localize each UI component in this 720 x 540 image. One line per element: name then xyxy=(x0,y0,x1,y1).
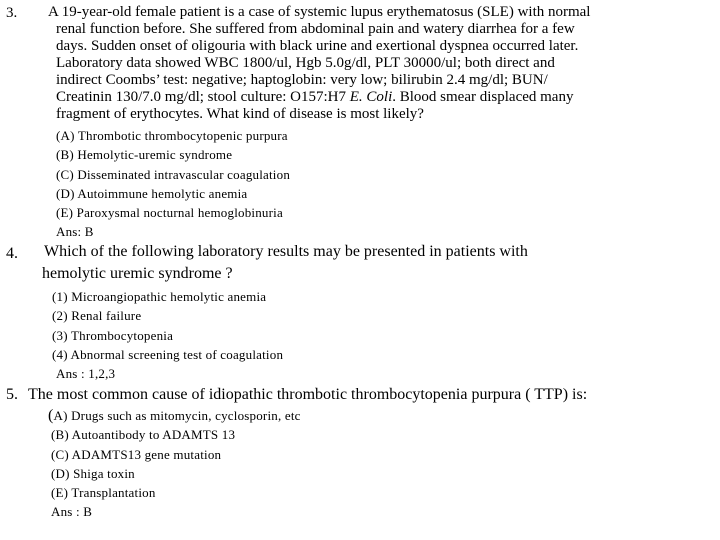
question-3-line-6-end: . Blood smear displaced many xyxy=(392,89,574,105)
question-3-line-3: days. Sudden onset of oligouria with black urine and exertional dyspnea occurred later. xyxy=(56,38,579,54)
question-4-option-3: (3) Thrombocytopenia xyxy=(52,327,174,343)
question-5-answer: Ans : B xyxy=(51,504,93,520)
question-4-stem xyxy=(44,241,528,285)
question-3-line-1: A 19-year-old female patient is a case of systemic lupus erythematosus (SLE) with normal xyxy=(48,4,591,20)
question-4-options xyxy=(52,287,283,383)
question-3-option-e: (E) Paroxysmal nocturnal hemoglobinuria xyxy=(56,205,283,221)
question-3-line-6-start: Creatinin 130/7.0 mg/dl; stool culture: O157:H7 xyxy=(56,89,350,105)
question-3-line-7: fragment of erythocytes. What kind of disease is most likely? xyxy=(56,106,424,122)
question-3-number: 3. xyxy=(6,5,18,21)
question-3-stem xyxy=(48,4,590,123)
question-3-line-5: indirect Coombs’ test: negative; haptoglobin: very low; bilirubin 2.4 mg/dl; BUN/ xyxy=(56,72,548,88)
question-3-line-6 xyxy=(48,89,590,106)
question-5-option-e: (E) Transplantation xyxy=(51,485,156,501)
question-5-options xyxy=(48,406,301,522)
question-3-option-b: (B) Hemolytic-uremic syndrome xyxy=(56,147,233,163)
question-3-option-c: (C) Disseminated intravascular coagulation xyxy=(56,166,291,182)
question-5-option-a xyxy=(48,406,301,425)
question-4-line-1: Which of the following laboratory results may be presented in patients with xyxy=(44,243,528,260)
question-4-option-2: (2) Renal failure xyxy=(52,308,142,324)
question-3-line-4: Laboratory data showed WBC 1800/ul, Hgb 5.0g/dl, PLT 30000/ul; both direct and xyxy=(56,55,555,71)
question-5-stem: The most common cause of idiopathic thrombotic thrombocytopenia purpura ( TTP) is: xyxy=(28,386,588,403)
question-5-option-a-text: A) Drugs such as mitomycin, cyclosporin, etc xyxy=(53,408,301,423)
question-3-option-d: (D) Autoimmune hemolytic anemia xyxy=(56,185,248,201)
question-5-header xyxy=(6,384,587,406)
question-3-option-a: (A) Thrombotic thrombocytopenic purpura xyxy=(56,128,288,143)
question-4-option-4: (4) Abnormal screening test of coagulation xyxy=(52,346,284,362)
question-5-option-a-paren: ( xyxy=(48,407,54,424)
question-4-number: 4. xyxy=(6,245,18,262)
question-5-option-c: (C) ADAMTS13 gene mutation xyxy=(51,446,222,462)
question-4-answer: Ans : 1,2,3 xyxy=(56,366,116,382)
question-5-number: 5. xyxy=(6,386,18,403)
question-3-line-2: renal function before. She suffered from abdominal pain and watery diarrhea for a few xyxy=(56,21,575,37)
question-3-answer: Ans: B xyxy=(56,224,94,240)
question-5-option-b: (B) Autoantibody to ADAMTS 13 xyxy=(51,427,236,443)
organism-name: E. Coli xyxy=(349,89,393,105)
question-3-options xyxy=(56,126,290,242)
question-4-line-2: hemolytic uremic syndrome ? xyxy=(42,265,233,282)
question-4-option-1: (1) Microangiopathic hemolytic anemia xyxy=(52,289,267,304)
question-5-option-d: (D) Shiga toxin xyxy=(51,465,135,481)
